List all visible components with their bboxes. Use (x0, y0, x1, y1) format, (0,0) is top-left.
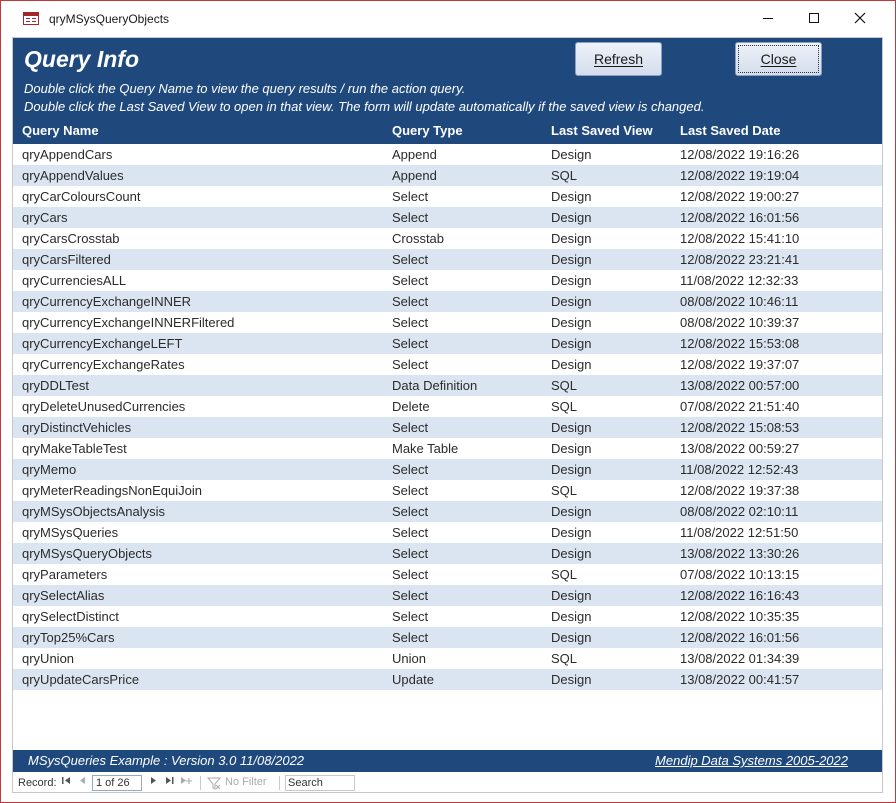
last-saved-view-cell[interactable]: Design (551, 420, 592, 435)
table-row[interactable] (13, 417, 882, 438)
table-row[interactable] (13, 438, 882, 459)
last-saved-view-cell[interactable]: Design (551, 315, 592, 330)
last-saved-date-cell: 11/08/2022 12:32:33 (680, 273, 799, 288)
query-name-cell[interactable]: qryMakeTableTest (22, 441, 127, 456)
query-type-cell: Select (392, 252, 429, 267)
query-type-cell: Select (392, 546, 429, 561)
query-type-cell: Union (392, 651, 426, 666)
form-footer (13, 750, 882, 772)
last-saved-date-cell: 13/08/2022 00:59:27 (680, 441, 800, 456)
table-row[interactable] (13, 375, 882, 396)
query-name-cell[interactable]: qryCarsFiltered (22, 252, 111, 267)
next-record-icon (150, 776, 157, 785)
last-saved-date-cell: 13/08/2022 00:57:00 (680, 378, 800, 393)
search-input[interactable]: Search (285, 775, 355, 791)
table-row[interactable] (13, 459, 882, 480)
last-saved-date-cell: 12/08/2022 16:16:43 (680, 588, 800, 603)
query-name-cell[interactable]: qryCars (22, 210, 68, 225)
table-row[interactable] (13, 606, 882, 627)
last-saved-date-cell: 12/08/2022 10:35:35 (680, 609, 800, 624)
last-saved-date-cell: 12/08/2022 15:53:08 (680, 336, 800, 351)
version-text: MSysQueries Example : Version 3.0 11/08/2022 (28, 753, 305, 768)
query-type-cell: Select (392, 462, 429, 477)
query-name-cell[interactable]: qryMSysObjectsAnalysis (22, 504, 166, 519)
query-type-cell: Select (392, 315, 429, 330)
close-icon (854, 12, 866, 24)
last-saved-view-cell[interactable]: SQL (551, 378, 578, 393)
table-row[interactable] (13, 144, 882, 165)
query-type-cell: Select (392, 189, 429, 204)
record-position-input[interactable]: 1 of 26 (92, 775, 142, 791)
last-saved-view-cell[interactable]: Design (551, 189, 592, 204)
last-saved-view-cell[interactable]: Design (551, 462, 592, 477)
page-title: Query Info (24, 46, 140, 72)
previous-record-icon (79, 776, 86, 785)
query-type-cell: Select (392, 525, 429, 540)
new-record-icon (180, 776, 192, 785)
query-name-cell[interactable]: qryMemo (22, 462, 77, 477)
last-saved-date-cell: 07/08/2022 10:13:15 (680, 567, 800, 582)
query-name-cell[interactable]: qryCurrencyExchangeINNERFiltered (22, 315, 235, 330)
column-header-last-saved-view: Last Saved View (551, 123, 653, 138)
query-type-cell: Select (392, 420, 429, 435)
previous-record-button[interactable] (79, 776, 86, 787)
last-saved-view-cell[interactable]: Design (551, 273, 592, 288)
table-row[interactable] (13, 648, 882, 669)
last-saved-date-cell: 12/08/2022 23:21:41 (680, 252, 800, 267)
table-row[interactable] (13, 585, 882, 606)
query-name-cell[interactable]: qryCurrencyExchangeLEFT (22, 336, 183, 351)
query-type-cell: Append (392, 147, 437, 162)
query-name-cell[interactable]: qryCarsCrosstab (22, 231, 120, 246)
table-row[interactable] (13, 207, 882, 228)
first-record-button[interactable] (62, 776, 71, 787)
new-record-button[interactable] (180, 776, 192, 787)
last-saved-date-cell: 12/08/2022 15:08:53 (680, 420, 800, 435)
last-saved-date-cell: 12/08/2022 16:01:56 (680, 630, 800, 645)
query-name-cell[interactable]: qryDDLTest (22, 378, 89, 393)
last-saved-date-cell: 11/08/2022 12:51:50 (680, 525, 799, 540)
company-link[interactable]: Mendip Data Systems 2005-2022 (655, 753, 848, 768)
last-saved-view-cell[interactable]: SQL (551, 651, 578, 666)
table-row[interactable] (13, 291, 882, 312)
query-name-cell[interactable]: qryMeterReadingsNonEquiJoin (22, 483, 202, 498)
table-row[interactable] (13, 543, 882, 564)
query-type-cell: Select (392, 273, 429, 288)
last-record-button[interactable] (165, 776, 174, 787)
table-row[interactable] (13, 270, 882, 291)
last-saved-date-cell: 13/08/2022 00:41:57 (680, 672, 800, 687)
last-saved-view-cell[interactable]: Design (551, 294, 592, 309)
last-saved-date-cell: 08/08/2022 10:39:37 (680, 315, 800, 330)
table-row[interactable] (13, 522, 882, 543)
last-saved-date-cell: 12/08/2022 19:37:07 (680, 357, 800, 372)
table-row[interactable] (13, 165, 882, 186)
query-type-cell: Select (392, 504, 429, 519)
query-type-cell: Data Definition (392, 378, 478, 393)
query-type-cell: Crosstab (392, 231, 445, 246)
query-name-cell[interactable]: qryTop25%Cars (22, 630, 115, 645)
table-row[interactable] (13, 186, 882, 207)
query-type-cell: Delete (392, 399, 430, 414)
query-type-cell: Make Table (392, 441, 459, 456)
column-header-query-name: Query Name (22, 123, 99, 138)
query-type-cell: Select (392, 357, 429, 372)
last-saved-view-cell[interactable]: Design (551, 588, 592, 603)
instruction-text: Double click the Query Name to view the query results / run the action query. (24, 81, 466, 96)
last-saved-view-cell[interactable]: Design (551, 441, 592, 456)
last-record-icon (165, 776, 174, 785)
query-name-cell[interactable]: qryCurrencyExchangeRates (22, 357, 185, 372)
form-icon (23, 12, 39, 25)
filter-icon (207, 776, 221, 790)
last-saved-view-cell[interactable]: Design (551, 546, 592, 561)
no-filter-button[interactable]: No Filter (225, 776, 267, 788)
query-name-cell[interactable]: qryCarColoursCount (22, 189, 141, 204)
table-row[interactable] (13, 249, 882, 270)
refresh-button[interactable]: Refresh (575, 42, 662, 76)
form-header (13, 38, 882, 144)
last-saved-date-cell: 07/08/2022 21:51:40 (680, 399, 800, 414)
query-type-cell: Select (392, 567, 429, 582)
last-saved-view-cell[interactable]: Design (551, 210, 592, 225)
query-type-cell: Select (392, 609, 429, 624)
last-saved-view-cell[interactable]: SQL (551, 567, 578, 582)
table-row[interactable] (13, 312, 882, 333)
query-list (13, 144, 882, 690)
query-name-cell[interactable]: qrySelectAlias (22, 588, 105, 603)
query-name-cell[interactable]: qryParameters (22, 567, 108, 582)
table-row[interactable] (13, 228, 882, 249)
query-name-cell[interactable]: qryDeleteUnusedCurrencies (22, 399, 186, 414)
instruction-text: Double click the Last Saved View to open in that view. The form will update automatically if the saved view is changed. (24, 99, 705, 114)
query-name-cell[interactable]: qryUnion (22, 651, 75, 666)
last-saved-date-cell: 12/08/2022 19:37:38 (680, 483, 800, 498)
query-name-cell[interactable]: qryAppendValues (22, 168, 124, 183)
query-name-cell[interactable]: qryMSysQueries (22, 525, 119, 540)
last-saved-date-cell: 08/08/2022 02:10:11 (680, 504, 799, 519)
query-type-cell: Select (392, 483, 429, 498)
query-type-cell: Select (392, 294, 429, 309)
record-navigation-bar (13, 774, 882, 792)
window-title: qryMSysQueryObjects (49, 12, 170, 26)
query-name-cell[interactable]: qryUpdateCarsPrice (22, 672, 140, 687)
query-info-form (12, 37, 883, 793)
query-name-cell[interactable]: qrySelectDistinct (22, 609, 119, 624)
last-saved-date-cell: 13/08/2022 13:30:26 (680, 546, 800, 561)
last-saved-view-cell[interactable]: Design (551, 525, 592, 540)
query-name-cell[interactable]: qryAppendCars (22, 147, 113, 162)
next-record-button[interactable] (150, 776, 157, 787)
close-window-button[interactable] (837, 1, 883, 35)
query-type-cell: Update (392, 672, 434, 687)
title-bar (1, 1, 895, 35)
table-row[interactable] (13, 627, 882, 648)
last-saved-date-cell: 12/08/2022 19:19:04 (680, 168, 800, 183)
table-row[interactable] (13, 564, 882, 585)
last-saved-view-cell[interactable]: Design (551, 252, 592, 267)
query-name-cell[interactable]: qryCurrencyExchangeINNER (22, 294, 192, 309)
column-header-query-type: Query Type (392, 123, 463, 138)
query-type-cell: Select (392, 630, 429, 645)
query-name-cell[interactable]: qryMSysQueryObjects (22, 546, 153, 561)
table-row[interactable] (13, 333, 882, 354)
last-saved-view-cell[interactable]: Design (551, 630, 592, 645)
query-type-cell: Select (392, 588, 429, 603)
query-name-cell[interactable]: qryDistinctVehicles (22, 420, 132, 435)
last-saved-view-cell[interactable]: Design (551, 504, 592, 519)
query-name-cell[interactable]: qryCurrenciesALL (22, 273, 127, 288)
minimize-button[interactable] (745, 1, 791, 35)
last-saved-date-cell: 13/08/2022 01:34:39 (680, 651, 800, 666)
last-saved-date-cell: 12/08/2022 16:01:56 (680, 210, 800, 225)
table-row[interactable] (13, 480, 882, 501)
maximize-button[interactable] (791, 1, 837, 35)
table-row[interactable] (13, 669, 882, 690)
table-row[interactable] (13, 396, 882, 417)
last-saved-date-cell: 12/08/2022 15:41:10 (680, 231, 800, 246)
last-saved-view-cell[interactable]: Design (551, 231, 592, 246)
last-saved-view-cell[interactable]: Design (551, 609, 592, 624)
record-label: Record: (18, 777, 57, 789)
query-type-cell: Append (392, 168, 437, 183)
last-saved-view-cell[interactable]: Design (551, 336, 592, 351)
column-header-last-saved-date: Last Saved Date (680, 123, 781, 138)
close-button[interactable]: Close (735, 42, 822, 76)
maximize-icon (809, 13, 819, 23)
query-type-cell: Select (392, 210, 429, 225)
last-saved-view-cell[interactable]: SQL (551, 483, 578, 498)
last-saved-date-cell: 08/08/2022 10:46:11 (680, 294, 799, 309)
last-saved-view-cell[interactable]: Design (551, 357, 592, 372)
minimize-icon (763, 18, 773, 19)
query-type-cell: Select (392, 336, 429, 351)
last-saved-date-cell: 12/08/2022 19:00:27 (680, 189, 800, 204)
last-saved-view-cell[interactable]: SQL (551, 168, 578, 183)
last-saved-date-cell: 12/08/2022 19:16:26 (680, 147, 800, 162)
last-saved-view-cell[interactable]: SQL (551, 399, 578, 414)
table-row[interactable] (13, 354, 882, 375)
last-saved-view-cell[interactable]: Design (551, 147, 592, 162)
table-row[interactable] (13, 501, 882, 522)
first-record-icon (62, 776, 71, 785)
last-saved-view-cell[interactable]: Design (551, 672, 592, 687)
last-saved-date-cell: 11/08/2022 12:52:43 (680, 462, 799, 477)
